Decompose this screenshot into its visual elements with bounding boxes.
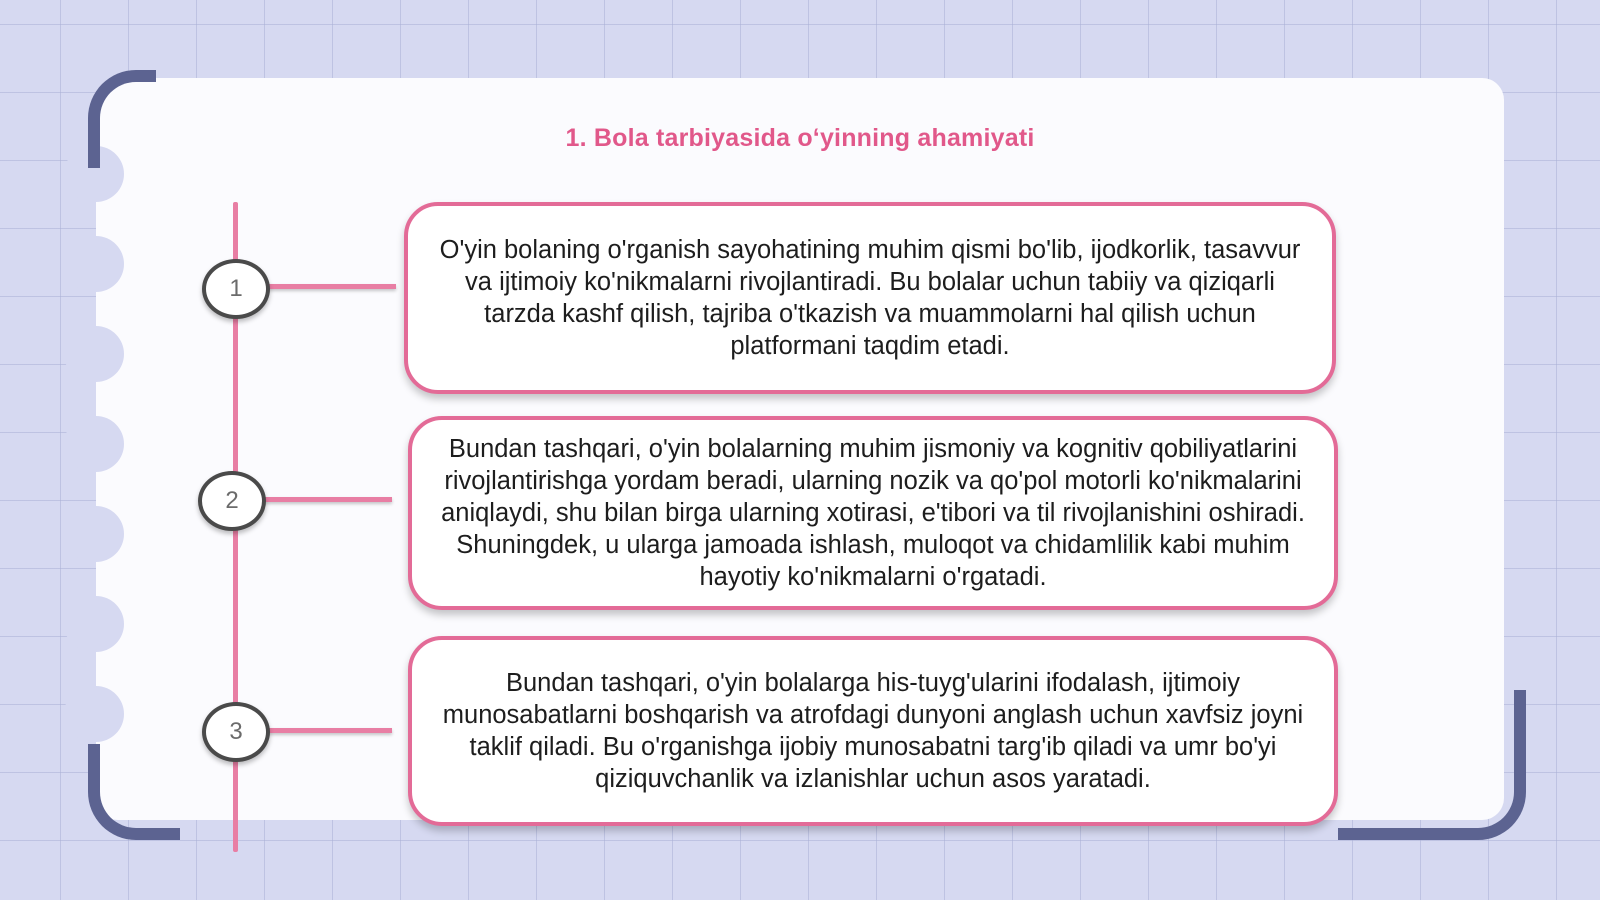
corner-bracket-top-left (88, 70, 156, 168)
corner-bracket-bottom-right (1338, 690, 1526, 840)
sheet-notch (64, 596, 124, 652)
step-card-2-text: Bundan tashqari, o'yin bolalarning muhim jismoniy va kognitiv qobiliyatlarini rivojlantirishga yordam beradi, ularning nozik va qo'pol motorli ko'nikmalarini aniqlaydi, shu bilan birga ularning xotirasi, e'tibori va til rivojlanishini oshiradi. Shuningdek, u ularga jamoada ishlash, muloqot va chidamlilik kabi muhim hayotiy ko'nikmalarni o'rgatadi. (441, 435, 1305, 591)
step-card-1-text: O'yin bolaning o'rganish sayohatining muhim qismi bo'lib, ijodkorlik, tasavvur va ijtimoiy ko'nikmalarni rivojlantiradi. Bu bolalar uchun tabiiy va qiziqarli tarzda kashf qilish, tajriba o'tkazish va muammolarni hal qilish uchun platformani taqdim etadi. (439, 236, 1301, 360)
sheet-notch (64, 506, 124, 562)
sheet-notch (64, 236, 124, 292)
step-number-1: 1 (202, 259, 270, 319)
sheet-notch (64, 416, 124, 472)
sheet-notch (64, 686, 124, 742)
step-connector-2 (260, 497, 392, 502)
step-card-1 (404, 202, 1336, 394)
step-number-2: 2 (198, 471, 266, 531)
sheet-notch (64, 326, 124, 382)
step-card-2 (408, 416, 1338, 610)
step-card-3-text: Bundan tashqari, o'yin bolalarga his-tuyg'ularini ifodalash, ijtimoiy munosabatlarni boshqarish va atrofdagi dunyoni anglash uchun xavfsiz joyni taklif qiladi. Bu o'rganishga ijobiy munosabatni targ'ib qiladi va umr bo'yi qiziquvchanlik va izlanishlar uchun asos yaratadi. (442, 669, 1304, 793)
step-card-3 (408, 636, 1338, 826)
step-connector-3 (264, 728, 392, 733)
corner-bracket-bottom-left (88, 744, 180, 840)
slide-title: 1. Bola tarbiyasida o‘yinning ahamiyati (565, 124, 1035, 152)
step-number-3: 3 (202, 702, 270, 762)
step-connector-1 (264, 284, 396, 289)
